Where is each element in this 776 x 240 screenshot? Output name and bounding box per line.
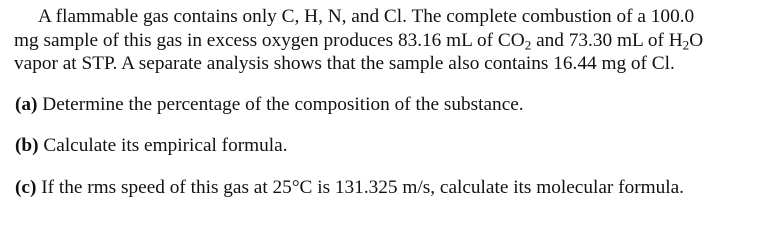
problem-line-2-part-c: O bbox=[689, 29, 704, 51]
problem-line-2-part-a: mg sample of this gas in excess oxygen produces 83.16 mL of CO bbox=[14, 29, 525, 51]
question-b-text: Calculate its empirical formula. bbox=[38, 135, 288, 156]
question-b-label: (b) bbox=[15, 135, 39, 156]
h2o-subscript: 2 bbox=[682, 37, 690, 53]
problem-line-2-part-b: and 73.30 mL of H bbox=[531, 29, 683, 51]
problem-line-3: vapor at STP. A separate analysis shows that the sample also contains 16.44 mg of Cl. bbox=[14, 53, 675, 74]
question-a-text: Determine the percentage of the composition of the substance. bbox=[37, 94, 524, 115]
question-c-text: If the rms speed of this gas at 25°C is 131.325 m/s, calculate its molecular formula. bbox=[36, 177, 685, 198]
question-c bbox=[15, 176, 684, 200]
co2-subscript: 2 bbox=[524, 37, 532, 53]
problem-line-1: A flammable gas contains only C, H, N, and Cl. The complete combustion of a 100.0 bbox=[38, 6, 695, 27]
question-a bbox=[15, 93, 524, 117]
question-c-label: (c) bbox=[15, 177, 37, 198]
problem-line-2 bbox=[14, 29, 769, 53]
problem-statement bbox=[14, 5, 769, 76]
question-b bbox=[15, 134, 288, 158]
question-a-label: (a) bbox=[15, 94, 38, 115]
